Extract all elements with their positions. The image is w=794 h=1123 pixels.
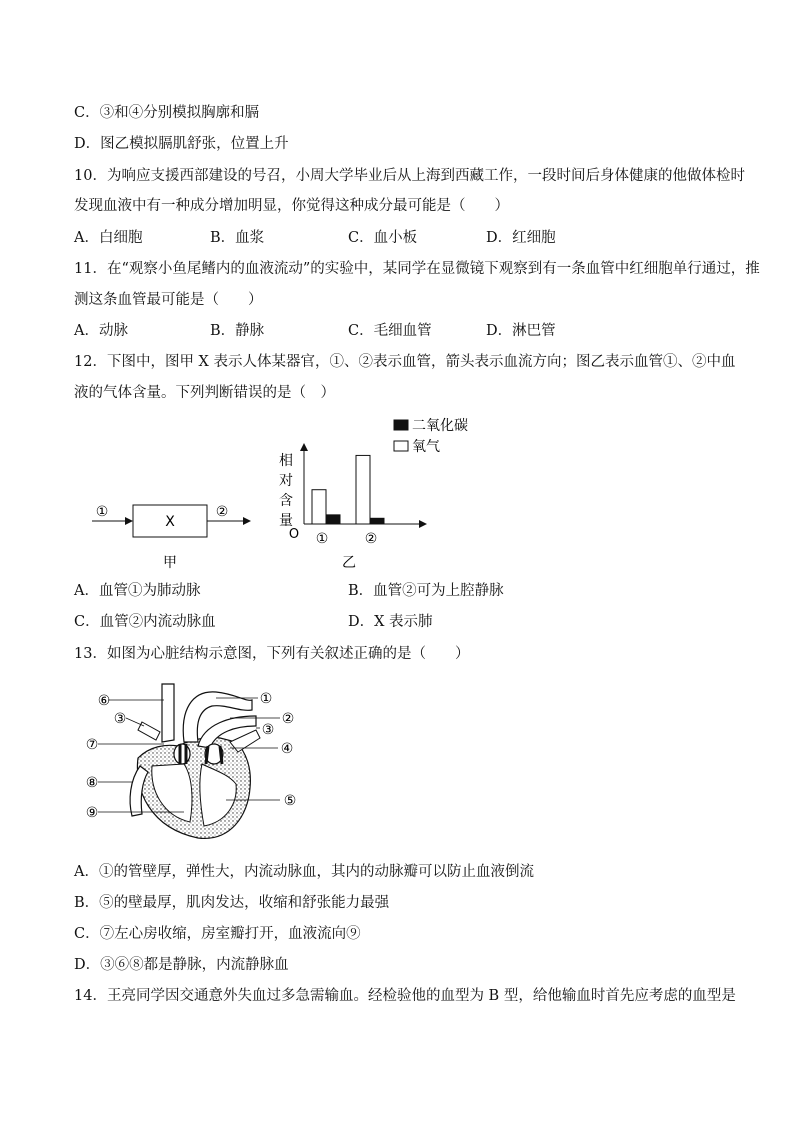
q14-stem: 14．王亮同学因交通意外失血过多急需输血。经检验他的血型为 B 型，给他输血时首先应考虑的血型是	[74, 988, 736, 1004]
x-tick-1: ①	[315, 531, 329, 547]
legend-o2-label: 氧气	[412, 439, 440, 455]
heart-label-5: ⑤	[283, 793, 297, 809]
origin-label: O	[288, 527, 300, 542]
superior-vena-cava	[162, 684, 174, 742]
q10-option-d: D．红细胞	[486, 230, 556, 246]
bar-co2-2	[370, 518, 384, 524]
x-tick-2: ②	[364, 531, 378, 547]
heart-label-9: ⑨	[85, 805, 99, 821]
heart-label-8: ⑧	[85, 775, 99, 791]
organ-x-label: X	[165, 514, 175, 530]
q11-option-c: C．毛细血管	[348, 323, 432, 339]
q13-option-b: B．⑤的壁最厚，肌肉发达，收缩和舒张能力最强	[74, 895, 390, 911]
q10-option-a: A．白细胞	[74, 230, 143, 246]
heart-label-4: ④	[280, 741, 294, 757]
q12-option-d: D．X 表示肺	[348, 614, 433, 630]
q12-option-a: A．血管①为肺动脉	[74, 583, 201, 599]
bar-o2-1	[312, 490, 326, 524]
q9-option-c: C．③和④分别模拟胸廓和膈	[74, 105, 260, 121]
heart-label-6: ⑥	[97, 693, 111, 709]
q13-option-d: D．③⑥⑧都是静脉，内流静脉血	[74, 957, 289, 973]
leader-3l	[126, 718, 144, 726]
ylabel-char-4: 量	[279, 513, 293, 529]
q11-option-b: B．静脉	[210, 323, 265, 339]
caption-jia: 甲	[163, 555, 177, 571]
q12-stem-line2: 液的气体含量。下列判断错误的是（ ）	[74, 385, 335, 401]
heart-label-1: ①	[259, 691, 273, 707]
q10-option-c: C．血小板	[348, 230, 418, 246]
ylabel-char-3: 含	[279, 493, 293, 509]
valve-right	[174, 744, 190, 764]
q11-option-a: A．动脉	[74, 323, 128, 339]
q9-option-d: D．图乙模拟膈肌舒张，位置上升	[74, 136, 289, 152]
q13-stem: 13．如图为心脏结构示意图，下列有关叙述正确的是（ ）	[74, 646, 470, 662]
legend-o2-swatch	[394, 441, 408, 451]
q13-option-c: C．⑦左心房收缩，房室瓣打开，血液流向⑨	[74, 926, 361, 942]
q12-option-c: C．血管②内流动脉血	[74, 614, 216, 630]
q12-figure-jia	[84, 495, 264, 575]
q12-stem-line1: 12．下图中，图甲 X 表示人体某器官，①、②表示血管，箭头表示血流方向；图乙表示血管①、②中血	[74, 354, 736, 370]
heart-label-7: ⑦	[85, 737, 99, 753]
q13-option-a: A．①的管壁厚，弹性大，内流动脉血，其内的动脉瓣可以防止血液倒流	[74, 864, 534, 880]
q11-option-d: D．淋巴管	[486, 323, 556, 339]
legend-co2-label: 二氧化碳	[412, 418, 468, 434]
q12-option-b: B．血管②可为上腔静脉	[348, 583, 504, 599]
ylabel-char-1: 相	[279, 453, 293, 469]
heart-label-3-left: ③	[113, 711, 127, 727]
caption-yi: 乙	[342, 555, 356, 571]
q11-stem-line1: 11．在“观察小鱼尾鳍内的血液流动”的实验中，某同学在显微镜下观察到有一条血管中红细胞单行通过，推	[74, 261, 760, 277]
q11-stem-line2: 测这条血管最可能是（ ）	[74, 292, 263, 308]
legend-co2-swatch	[394, 420, 408, 430]
heart-label-3-right: ③	[261, 722, 275, 738]
heart-label-2: ②	[281, 711, 295, 727]
q10-stem-line2: 发现血液中有一种成分增加明显，你觉得这种成分最可能是（ ）	[74, 198, 509, 214]
q10-stem-line1: 10．为响应支援西部建设的号召，小周大学毕业后从上海到西藏工作，一段时间后身体健康的他做体检时	[74, 168, 745, 184]
bar-o2-2	[356, 455, 370, 524]
vessel-2-label: ②	[215, 504, 229, 520]
q13-heart-diagram	[80, 680, 310, 850]
bar-co2-1	[326, 515, 340, 524]
ylabel-char-2: 对	[279, 473, 293, 489]
q10-option-b: B．血浆	[210, 230, 265, 246]
vessel-1-label: ①	[95, 504, 109, 520]
q12-figure-yi-chart	[276, 410, 476, 575]
